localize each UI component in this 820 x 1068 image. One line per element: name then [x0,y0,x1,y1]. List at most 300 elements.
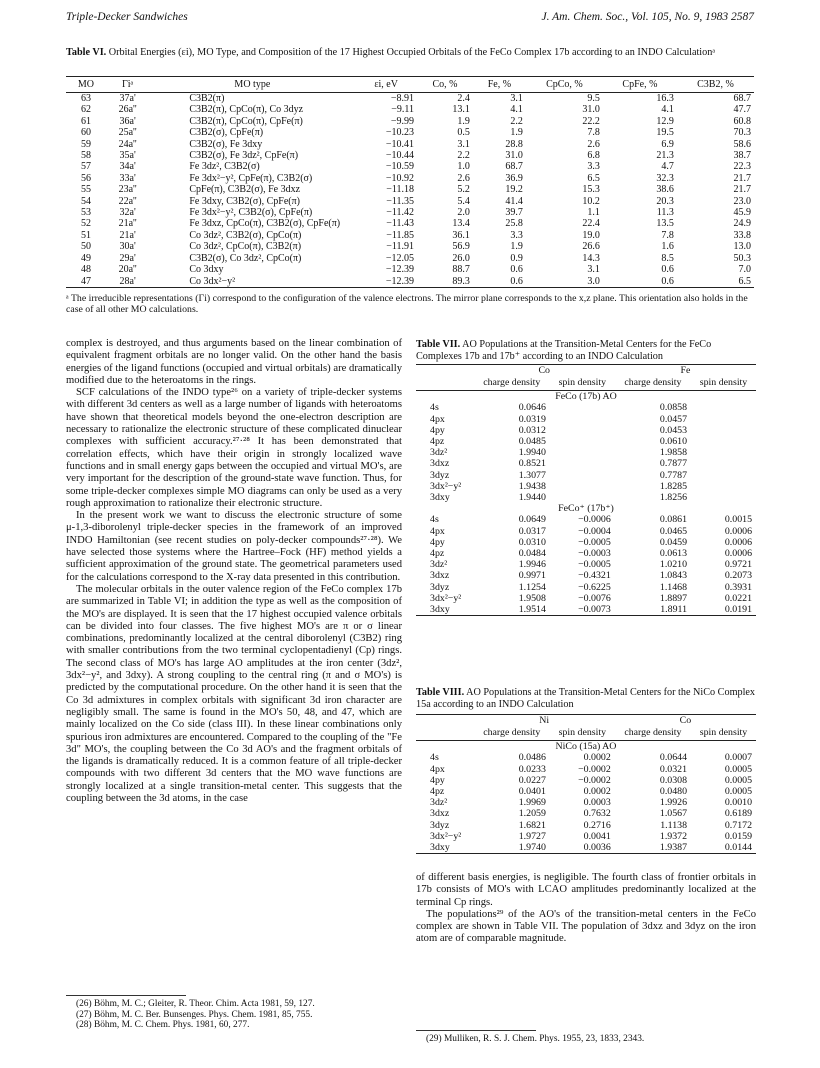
table-row [416,402,756,413]
cell-value: 0.0459 [659,536,688,548]
cell-energy: −12.39 [385,264,414,276]
cell-value: −0.4321 [578,570,611,582]
cell-cpfe-percent: 13.5 [656,218,674,230]
cell-c3b2-percent: 23.0 [733,195,751,207]
table-row [66,127,754,138]
cell-mo-number: 52 [80,218,91,230]
cell-value: 1.1138 [660,819,688,831]
cell-fe-percent: 1.9 [510,127,523,139]
table-row [416,470,756,481]
cell-c3b2-percent: 7.0 [738,264,751,276]
orbital-label: 3dz² [430,797,448,809]
orbital-label: 3dxy [416,842,474,854]
column-header-c3b2-percent: C3B2, % [677,77,754,93]
cell-c3b2-percent: 47.7 [733,104,751,116]
subheader-row [416,726,756,741]
cell-c3b2-percent: 50.3 [733,252,751,264]
cell-value [550,425,615,436]
cell-value [550,470,615,481]
cell-fe-percent: 39.7 [505,207,523,219]
table7-label: Table VII. [416,339,461,350]
orbital-label: 3dxy [416,604,474,616]
paragraph: SCF calculations of the INDO type²⁶ on a variety of triple-decker systems with different 3d centers as well as a large number of ligands with heteroatoms have shown that theoretical models beyond the one-electron description are necessary to rationalize the electronic structure of these complicated dinuclear complexes with sufficient accuracy.²⁷·²⁸ It has been demonstrated that correlation effects, which have their origin in strongly localized wave functions and in small energy gaps between the occupied and virtual MO's, are very important for the description of the ground-state wave function. Thus, for some triple-decker complexes simple MO diagrams can only be used as a very rough approximation to rationalize their electronic structure. [66,387,402,509]
paragraph: The molecular orbitals in the outer valence region of the FeCo complex 17b are summarized in Table VI; in addition the type as well as the composition of the MO's are displayed. It is seen that the 17 highest occupied valence orbitals can be divided into four classes. The five highest MO's are π or σ linear combinations, predominantly localized at the central diborolenyl (C3B2) ring with smaller contributions from the two terminal cyclopentadienyl (Cp) rings. The second class of MO's has large AO amplitudes at the iron center (3dz², 3dx²−y², and 3dxy). A strong coupling to the central ring (π and σ MO's) is predicted by the computational procedure. On the other hand it is seen that the Co 3d admixtures in complex orbitals with significant 3d iron character are negligibly small. The same is found in the MO's 50, 48, and 47, which are mainly localized on the Co side (class III). In these linear combinations only spurious iron admixtures are encountered. Compared to the coupling of the "Fe 3d" MO's, the coupling between the Co 3d AO's and the fragment orbitals of the ligands is dramatically reduced. It is a common feature of all triple-decker compounds with two different 3d centers that the MO wave functions are strongly localized at a single transition-metal center. This suggests that the coupling between the 3d atoms, in the case [66,583,402,804]
cell-value: −0.0076 [578,592,611,604]
cell-value: 0.0144 [691,842,756,854]
cell-value: 1.9969 [518,797,546,809]
cell-c3b2-percent: 38.7 [733,150,751,162]
section-label: FeCo⁺ (17b⁺) [558,503,614,515]
cell-value: −0.0002 [578,774,611,786]
cell-value: 0.0613 [659,548,688,560]
cell-mo-type: C3B2(π), CpCo(π), CpFe(π) [189,115,303,127]
running-header [66,11,754,27]
cell-mo-type: Fe 3dxy, C3B2(σ), CpFe(π) [189,195,300,207]
cell-cpco-percent: 2.6 [587,138,600,150]
cell-value: −0.6225 [578,581,611,593]
orbital-label: 3dx²−y² [430,830,462,842]
cell-co-percent: 1.0 [457,161,470,173]
orbital-label: 3dxz [430,808,450,820]
orbital-label: 4py [430,536,445,548]
cell-co-percent: 2.6 [457,172,470,184]
orbital-label: 4py [430,424,445,436]
cell-value: 0.0649 [518,514,546,526]
cell-irrep: 21a' [119,229,136,241]
column-subheader: charge density [474,376,550,391]
cell-energy: −10.23 [385,127,414,139]
footnote-divider [416,1030,536,1031]
cell-value: 0.0159 [724,830,752,842]
table-row [416,537,756,548]
cell-cpfe-percent: 7.8 [661,229,674,241]
cell-value [691,492,756,503]
cell-mo-type: Fe 3dz², C3B2(σ) [189,161,260,173]
cell-mo-type: Co 3dz², C3B2(σ), CpCo(π) [189,229,302,241]
cell-cpco-percent: 9.5 [587,93,600,104]
orbital-label: 4s [430,402,439,414]
cell-c3b2-percent: 21.7 [733,184,751,196]
table-row [66,196,754,207]
cell-fe-percent: 41.4 [505,195,523,207]
cell-value [550,492,615,503]
cell-value: 0.0006 [724,525,752,537]
orbital-label: 3dx²−y² [430,480,462,492]
cell-irrep: 22a'' [118,195,137,207]
cell-mo-type: C3B2(π) [189,93,225,104]
cell-irrep: 33a' [119,172,136,184]
blank-cell [416,376,474,391]
cell-value: 1.0210 [659,559,688,571]
table-row [416,752,756,763]
table-row [416,481,756,492]
table-row [416,559,756,570]
cell-value: 0.0453 [659,424,688,436]
column-subheader: charge density [615,376,691,391]
group-header-row [416,365,756,377]
cell-irrep: 30a' [119,241,136,253]
column-subheader: charge density [615,726,691,741]
cell-co-percent: 2.0 [457,207,470,219]
blank-cell [416,726,474,741]
cell-mo-number: 57 [80,161,91,173]
orbital-label: 3dyz [430,819,450,831]
subheader-row [416,376,756,391]
table-row [416,414,756,425]
cell-value: 0.0005 [724,763,752,775]
journal-citation: J. Am. Chem. Soc., Vol. 105, No. 9, 1983 2587 [541,11,754,23]
cell-value: 1.0567 [659,808,688,820]
cell-irrep: 24a'' [118,138,137,150]
cell-irrep: 23a'' [118,184,137,196]
column-header-cpfe-percent: CpFe, % [603,77,677,93]
table-row [416,526,756,537]
cell-irrep: 36a' [119,115,136,127]
table7 [416,364,756,616]
cell-irrep: 20a'' [118,264,137,276]
cell-cpco-percent: 10.2 [582,195,600,207]
cell-value: 0.0312 [518,424,546,436]
cell-value: −0.0004 [578,525,611,537]
cell-value: 1.9740 [474,842,550,854]
cell-value: 0.0221 [724,592,752,604]
orbital-label: 3dxz [430,458,450,470]
cell-value: 1.8285 [659,480,688,492]
cell-value: 0.9721 [724,559,752,571]
section-row [416,741,756,753]
cell-energy: −12.05 [385,252,414,264]
cell-value: 1.9858 [659,447,688,459]
group-header-row [416,715,756,727]
section-label: FeCo (17b) AO [555,391,617,403]
cell-value: 0.0485 [518,436,546,448]
cell-value: 1.1254 [518,581,546,593]
cell-mo-number: 51 [80,229,91,241]
orbital-label: 4px [430,763,445,775]
table6-caption [66,47,756,59]
table6-caption-text: Orbital Energies (εi), MO Type, and Composition of the 17 Highest Occupied Orbitals of the FeCo Complex 17b according to an INDO Calculationᵃ [108,47,716,58]
cell-c3b2-percent: 21.7 [733,172,751,184]
orbital-label: 4px [430,413,445,425]
cell-c3b2-percent: 58.6 [733,138,751,150]
cell-energy: −11.18 [386,184,414,196]
cell-co-percent: 2.4 [457,93,470,104]
cell-value [691,470,756,481]
table-row [66,253,754,264]
paragraph: of different basis energies, is negligible. The fourth class of frontier orbitals in 17b consists of MO's with LCAO amplitudes predominantly localized at the terminal Cp rings. [416,872,756,908]
cell-irrep: 34a' [119,161,136,173]
table-row [66,161,754,172]
cell-value: 0.0401 [518,786,546,798]
table-row [66,207,754,218]
cell-mo-number: 49 [80,252,91,264]
cell-value: 0.0003 [583,797,611,809]
cell-mo-number: 62 [80,104,91,116]
table-row [416,764,756,775]
cell-value: 0.0644 [659,752,688,764]
cell-value: 0.0010 [724,797,752,809]
cell-fe-percent: 4.1 [510,104,523,116]
cell-mo-number: 48 [80,264,91,276]
table6-body [66,93,754,288]
cell-value: 0.0308 [659,774,688,786]
right-references [426,1034,756,1045]
cell-mo-number: 50 [80,241,91,253]
cell-mo-number: 55 [80,184,91,196]
cell-value: 1.1468 [659,581,688,593]
cell-value: 0.7877 [659,458,688,470]
cell-cpco-percent: 14.3 [582,252,600,264]
cell-energy: −8.91 [390,93,414,104]
table-row [66,230,754,241]
cell-mo-type: Fe 3dx²−y², CpFe(π), C3B2(σ) [189,172,313,184]
cell-energy: −11.91 [386,241,414,253]
cell-value: 0.0015 [724,514,752,526]
cell-mo-number: 47 [66,276,106,288]
cell-mo-number: 53 [80,207,91,219]
cell-cpfe-percent: 4.7 [661,161,674,173]
cell-mo-type: Fe 3dxz, CpCo(π), C3B2(σ), CpFe(π) [189,218,341,230]
cell-value: 0.0036 [550,842,615,854]
cell-value: 0.0319 [518,413,546,425]
cell-co-percent: 36.1 [452,229,470,241]
cell-value: 0.0465 [659,525,688,537]
cell-value: 0.7787 [659,469,688,481]
cell-value: 0.0317 [518,525,546,537]
cell-cpco-percent: 22.2 [582,115,600,127]
cell-cpco-percent: 3.0 [526,276,603,288]
cell-value [691,436,756,447]
cell-irrep: 28a' [106,276,149,288]
cell-value [691,447,756,458]
cell-value: 0.9971 [518,570,546,582]
cell-mo-type: C3B2(σ), Co 3dz², CpCo(π) [189,252,302,264]
cell-mo-number: 60 [80,127,91,139]
orbital-label: 3dxz [430,570,450,582]
cell-value [550,414,615,425]
cell-mo-type: C3B2(σ), CpFe(π) [189,127,264,139]
cell-value: 0.0005 [724,774,752,786]
column-header-irrep: Γiᵃ [106,77,149,93]
footnote-divider [66,995,186,996]
table-row [416,425,756,436]
reference: (28) Böhm, M. C. Chem. Phys. 1981, 60, 277. [76,1020,250,1031]
cell-irrep: 25a'' [118,127,137,139]
table-row [66,104,754,115]
cell-cpco-percent: 6.5 [587,172,600,184]
left-references [76,999,402,1031]
cell-energy: −9.99 [390,115,414,127]
table8-body [416,715,756,854]
cell-value [550,458,615,469]
cell-value: 1.9387 [615,842,691,854]
cell-value: 0.0002 [583,786,611,798]
cell-cpfe-percent: 21.3 [656,150,674,162]
cell-cpco-percent: 3.3 [587,161,600,173]
table-row [416,458,756,469]
cell-value: 1.9940 [518,447,546,459]
cell-value [691,458,756,469]
cell-value [550,481,615,492]
cell-mo-number: 63 [80,93,91,104]
cell-co-percent: 13.1 [452,104,470,116]
cell-co-percent: 2.2 [457,150,470,162]
table-row [416,570,756,581]
cell-value: −0.0006 [578,514,611,526]
cell-irrep: 26a'' [118,104,137,116]
cell-value: 1.9514 [474,604,550,616]
table8-caption [416,687,756,710]
cell-value: 1.3077 [518,469,546,481]
cell-value: −0.0002 [578,763,611,775]
cell-value: 1.6821 [518,819,546,831]
orbital-label: 4py [430,774,445,786]
table-row [66,184,754,195]
cell-fe-percent: 0.6 [473,276,526,288]
cell-value: 0.0007 [724,752,752,764]
cell-co-percent: 1.9 [457,115,470,127]
table7-caption-text: AO Populations at the Transition-Metal Centers for the FeCo Complexes 17b and 17b⁺ according to an INDO Calculation [416,339,712,362]
cell-value [550,436,615,447]
blank-cell [416,715,474,727]
cell-cpfe-percent: 1.6 [661,241,674,253]
cell-value: 1.8256 [659,492,688,504]
column-subheader: spin density [691,726,756,741]
cell-mo-type: C3B2(π), CpCo(π), Co 3dyz [189,104,304,116]
cell-value: 0.0233 [518,763,546,775]
group-header: Co [615,715,756,727]
cell-value: 0.0457 [659,413,688,425]
column-header-mo-type: MO type [149,77,355,93]
cell-c3b2-percent: 70.3 [733,127,751,139]
cell-co-percent: 56.9 [452,241,470,253]
orbital-label: 3dyz [430,581,450,593]
cell-value: 0.0321 [659,763,688,775]
cell-cpco-percent: 19.0 [582,229,600,241]
cell-cpfe-percent: 12.9 [656,115,674,127]
cell-value: 0.0006 [724,536,752,548]
cell-fe-percent: 31.0 [505,150,523,162]
blank-cell [416,365,474,377]
section-row [416,503,756,514]
table-row [416,492,756,503]
cell-mo-type: Co 3dxy [189,264,224,276]
cell-value: 0.0005 [724,786,752,798]
column-subheader: charge density [474,726,550,741]
cell-value: −0.0073 [550,604,615,616]
table-row [416,820,756,831]
cell-energy: −10.44 [385,150,414,162]
table-row [66,173,754,184]
cell-irrep: 32a' [119,207,136,219]
cell-value: 0.0006 [724,548,752,560]
cell-c3b2-percent: 13.0 [733,241,751,253]
table-row [416,604,756,616]
cell-value: 0.0858 [659,402,688,414]
cell-value: 0.0486 [518,752,546,764]
cell-irrep: 21a'' [118,218,137,230]
cell-energy: −11.42 [386,207,414,219]
cell-value: 0.0227 [518,774,546,786]
paragraph: complex is destroyed, and thus arguments based on the linear combination of equivalent fragment orbitals are no longer valid. On the other hand the basis energies of the ligand functions (occupied and virtual orbitals) are dramatically modified due to the heteroatoms in the rings. [66,338,402,386]
running-title: Triple-Decker Sandwiches [66,11,188,23]
cell-fe-percent: 28.8 [505,138,523,150]
column-subheader: spin density [550,376,615,391]
group-header: Fe [615,365,756,377]
cell-value: −0.0005 [578,536,611,548]
cell-mo-number: 56 [80,172,91,184]
cell-cpco-percent: 3.1 [587,264,600,276]
cell-value [550,447,615,458]
table-row [416,808,756,819]
left-column [66,338,402,805]
cell-co-percent: 26.0 [452,252,470,264]
cell-value: 0.6189 [724,808,752,820]
table8 [416,714,756,854]
cell-mo-type: Co 3dz², CpCo(π), C3B2(π) [189,241,302,253]
orbital-label: 3dx²−y² [430,592,462,604]
column-header-energy: εi, eV [355,77,417,93]
cell-cpco-percent: 7.8 [587,127,600,139]
column-header-mo-number: MO [66,77,106,93]
cell-value: 0.0861 [659,514,688,526]
cell-value: 0.0002 [583,752,611,764]
cell-c3b2-percent: 45.9 [733,207,751,219]
cell-mo-type: C3B2(σ), Fe 3dz², CpFe(π) [189,150,299,162]
cell-cpfe-percent: 8.5 [661,252,674,264]
cell-energy: −11.35 [386,195,414,207]
cell-mo-type: Fe 3dx²−y², C3B2(σ), CpFe(π) [189,207,313,219]
paragraph: In the present work we want to discuss the electronic structure of some μ-1,3-diborolenyl triple-decker species in the framework of an improved INDO Hamiltonian (see recent studies on poly-decker compounds²⁷·²⁸). We have selected those systems where the Hartree–Fock (HF) method yields a sufficient approximation of the ground state. The geometrical parameters used for the calculations correspond to the X-ray data presented in this contribution. [66,510,402,583]
cell-value: 0.0310 [518,536,546,548]
cell-c3b2-percent: 22.3 [733,161,751,173]
table-row [416,447,756,458]
column-header-co-percent: Co, % [417,77,473,93]
table-row [66,93,754,105]
cell-cpco-percent: 31.0 [582,104,600,116]
cell-value: 1.9727 [518,830,546,842]
orbital-label: 4px [430,525,445,537]
cell-energy: −10.92 [385,172,414,184]
cell-value: 0.2716 [583,819,611,831]
cell-value [691,414,756,425]
cell-mo-type: Co 3dx²−y² [149,276,355,288]
cell-value: 1.8897 [659,592,688,604]
cell-value: −0.0005 [578,559,611,571]
table-row [416,831,756,842]
cell-value: 0.7632 [583,808,611,820]
cell-c3b2-percent: 68.7 [733,93,751,104]
cell-cpfe-percent: 20.3 [656,195,674,207]
section-row [416,391,756,403]
cell-cpfe-percent: 4.1 [661,104,674,116]
table-row [416,514,756,525]
cell-value: 1.8911 [615,604,691,616]
table8-caption-text: AO Populations at the Transition-Metal Centers for the NiCo Complex 15a according to an INDO Calculation [416,687,756,710]
table-row [66,241,754,252]
cell-cpfe-percent: 6.9 [661,138,674,150]
reference: (29) Mulliken, R. S. J. Chem. Phys. 1955, 23, 1833, 2343. [426,1034,645,1044]
cell-fe-percent: 36.9 [505,172,523,184]
cell-fe-percent: 0.9 [510,252,523,264]
cell-c3b2-percent: 33.8 [733,229,751,241]
cell-co-percent: 88.7 [452,264,470,276]
cell-cpfe-percent: 32.3 [656,172,674,184]
orbital-label: 3dz² [430,559,448,571]
table6-label: Table VI. [66,47,107,58]
table-row [416,786,756,797]
cell-mo-type: C3B2(σ), Fe 3dxy [189,138,263,150]
